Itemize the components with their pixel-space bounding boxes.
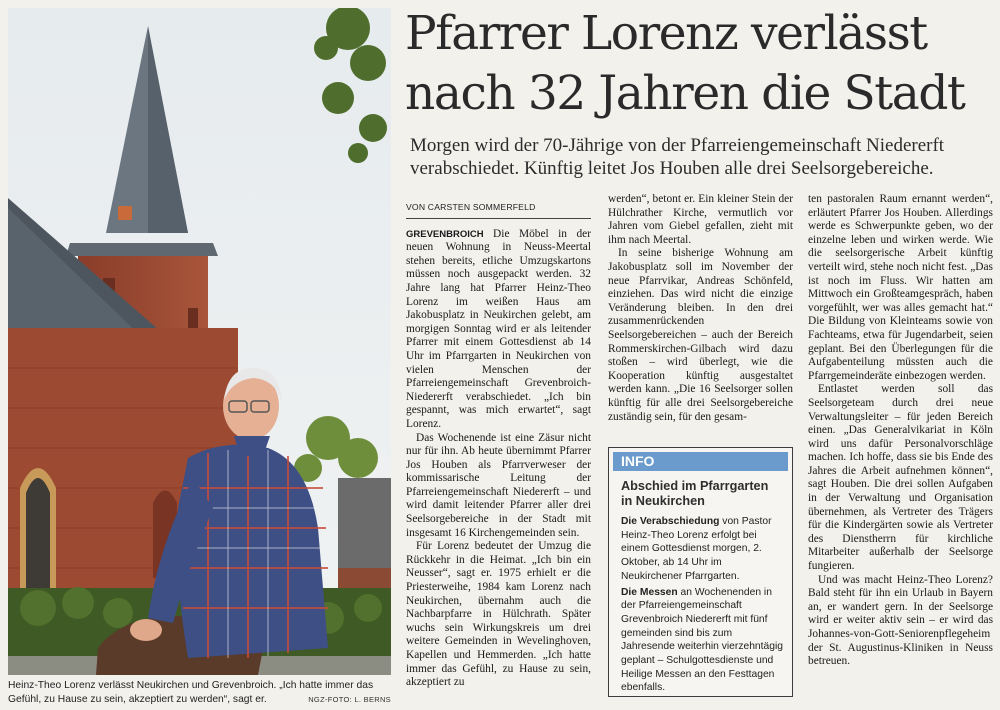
- article-column-1: [406, 201, 591, 690]
- article-photo: [8, 8, 391, 675]
- article-headline: Pfarrer Lorenz verlässt nach 32 Jahren die Stadt: [405, 6, 965, 121]
- article-paragraph: werden“, betont er. Ein kleiner Stein der Hülchrather Kirche, vermutlich vor Jahren vom Giebel gefallen, zieht mit ihm nach Meertal.: [608, 193, 793, 246]
- article-paragraph: Entlastet werden soll das Seelsorgeteam durch drei neue Verwaltungsleiter – für jeden Bereich einen. „Das Generalvikariat in Köln wird uns dafür Personalvorschläge machen. Ich hoffe, dass sie bis Ende des Jahres die Arbeit aufnehmen können“, sagt Houben. Die drei sollen Aufgaben in der Verwaltung und Organisation übernehmen, als Vertreter des Trägers für die Kindergärten sowie als Vertreter des Dienstherrn für kirchliche Mitarbeiter außerhalb der Seelsorge fungieren.: [808, 383, 993, 573]
- article-column-2: [608, 193, 793, 424]
- article-paragraph: GREVENBROICH Die Möbel in der neuen Wohnung in Neuss-Meertal stehen bereits, etliche Umzugskartons müssen noch ausgepackt werden. 32 Jahre lang hat Pfarrer Heinz-Theo Lorenz im weißen Haus am Jakobusplatz in Neukirchen gelebt, am morgigen Sonntag wird er als leitender Pfarrer mit einem Gottesdienst ab 14 Uhr im Pfarrgarten in Neukirchen von vielen Menschen der Pfarreiengemeinschaft Grevenbroich-Niedererft verabschiedet. „Ich bin gespannt, was mich erwartet“, sagt Lorenz.: [406, 227, 591, 430]
- article-paragraph: In seine bisherige Wohnung am Jakobusplatz soll im November der neue Pfarrvikar, Andreas Schönfeld, einziehen. Das wird nicht die einzige Veränderung bleiben. In den drei zusammenrückenden Seelsorgebereichen – auch der Bereich Rommerskirchen-Gilbach wird dazu stoßen – wird überlegt, wie die Kooperation künftig ausgestaltet werden kann. „Die 16 Seelsorger sollen künftig für alle drei Seelsorgebereiche zuständig sein, für den gesam-: [608, 247, 793, 423]
- info-tag: INFO: [613, 452, 788, 471]
- photo-illustration: [8, 8, 391, 675]
- dateline: GREVENBROICH: [406, 228, 484, 240]
- article-paragraph: ten pastoralen Raum ernannt werden“, erläutert Pfarrer Jos Houben. Allerdings werde es Schwerpunkte geben, wo der einzelne leben und wirken werde. Wie die seelsorgerische Arbeit künftig verteilt wird, stehe noch nicht fest. „Das ist noch im Fluss. Wir hatten am Mittwoch ein Großteamgespräch, haben vorgefühlt, wer was alles gemacht hat.“ Die Bildung von Kleinteams sowie von Fachteams, etwa für Jugendarbeit, seien geplant. Bei den Überlegungen für die Aufgabenteilung müssten auch die Pfarrgemeinderäte einbezogen werden.: [808, 193, 993, 382]
- article-byline: VON CARSTEN SOMMERFELD: [406, 201, 591, 219]
- article-column-3: [808, 193, 993, 669]
- info-paragraph: Die Messen an Wochenenden in der Pfarreiengemeinschaft Grevenbroich Niedererft mit fünf gemeinden sind bis zum Jahresende weiterhin vierzehntägig geplant – Schulgottesdienste und Heilige Messen an den Festtagen ebenfalls.: [621, 586, 783, 694]
- info-paragraph: Die Verabschiedung von Pastor Heinz-Theo Lorenz erfolgt bei einem Gottesdienst morgen, 2. Oktober, ab 14 Uhr im Neukirchener Pfarrgarten.: [621, 516, 772, 582]
- article-subhead: Morgen wird der 70-Jährige von der Pfarreiengemeinschaft Niedererft verabschiedet. Künftig leitet Jos Houben alle drei Seelsorgebereiche.: [410, 135, 945, 179]
- article-paragraph: Für Lorenz bedeutet der Umzug die Rückkehr in die Heimat. „Ich bin ein Neusser“, sagt er. 1975 erhielt er die Priesterweihe, 1984 kam Lorenz nach Neukirchen, übernahm auch die Nachbarpfarre in Hülchrath. Später wuchs sein Wirkungskreis um drei weitere Gemeinden in Wevelinghoven, Kapellen und Hemmerden. „Ich hatte immer das Gefühl, zu Hause zu sein, akzeptiert zu: [406, 540, 591, 689]
- photo-caption-text: Heinz-Theo Lorenz verlässt Neukirchen und Grevenbroich. „Ich hatte immer das Gefühl, zu Hause zu sein, akzeptiert zu werden“, sagt er.: [8, 680, 374, 705]
- info-box: [608, 447, 793, 697]
- photo-credit: NGZ-FOTO: L. BERNS: [308, 695, 391, 704]
- article-paragraph: Das Wochenende ist eine Zäsur nicht nur für ihn. Ab heute übernimmt Pfarrer Jos Houben als Pfarrverweser der kommissarische Leitung der Pfarreiengemeinschaft Niedererft – und wird damit leitender Pfarrer aller drei Seelsorgebereiche in der Stadt mit insgesamt 16 Kirchengemeinden sein.: [406, 431, 591, 539]
- photo-caption: [8, 679, 391, 707]
- info-box-title: Abschied im Pfarrgarten in Neukirchen: [621, 479, 769, 508]
- article-paragraph: Und was macht Heinz-Theo Lorenz? Bald steht für ihn ein Urlaub in Bayern an, er wandert gern. In der Seelsorge wird er weiter aktiv sein – er wird das Johannes-von-Gott-Seniorenpflegeheim der St. Augustinus-Kliniken in Neuss betreuen.: [808, 573, 993, 668]
